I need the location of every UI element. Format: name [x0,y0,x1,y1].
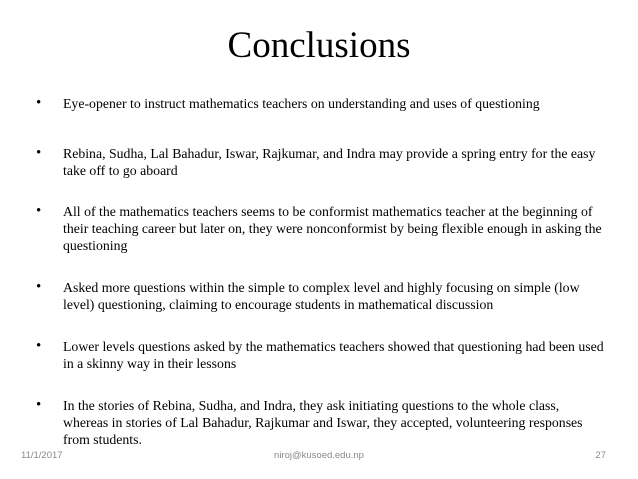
bullet-text: All of the mathematics teachers seems to be conformist mathematics teacher at the beginning of their teaching career but later on, they were nonconformist by being flexible enough in asking the questioning [63,204,602,253]
bullet-item [36,203,606,254]
footer-page-number: 27 [595,450,606,461]
bullet-item [36,95,606,112]
bullet-icon: • [36,279,42,295]
bullet-text: Rebina, Sudha, Lal Bahadur, Iswar, Rajkumar, and Indra may provide a spring entry for the easy take off to go aboard [63,146,596,178]
slide-title: Conclusions [227,25,411,66]
bullet-icon: • [36,95,42,111]
bullet-item [36,397,606,448]
footer-date: 11/1/2017 [21,450,63,461]
bullet-text: In the stories of Rebina, Sudha, and Indra, they ask initiating questions to the whole class, whereas in stories of Lal Bahadur, Rajkumar and Iswar, they accepted, volunteering responses from students. [63,398,583,447]
bullet-item [36,145,606,179]
bullet-icon: • [36,145,42,161]
bullet-icon: • [36,397,42,413]
bullet-icon: • [36,203,42,219]
bullet-text: Eye-opener to instruct mathematics teachers on understanding and uses of questioning [63,96,540,111]
footer-email: niroj@kusoed.edu.np [274,450,364,461]
bullet-item [36,338,606,372]
bullet-item [36,279,606,313]
bullet-text: Lower levels questions asked by the mathematics teachers showed that questioning had been used in a skinny way in their lessons [63,339,604,371]
bullet-text: Asked more questions within the simple to complex level and highly focusing on simple (low level) questioning, claiming to encourage students in mathematical discussion [63,280,580,312]
bullet-icon: • [36,338,42,354]
